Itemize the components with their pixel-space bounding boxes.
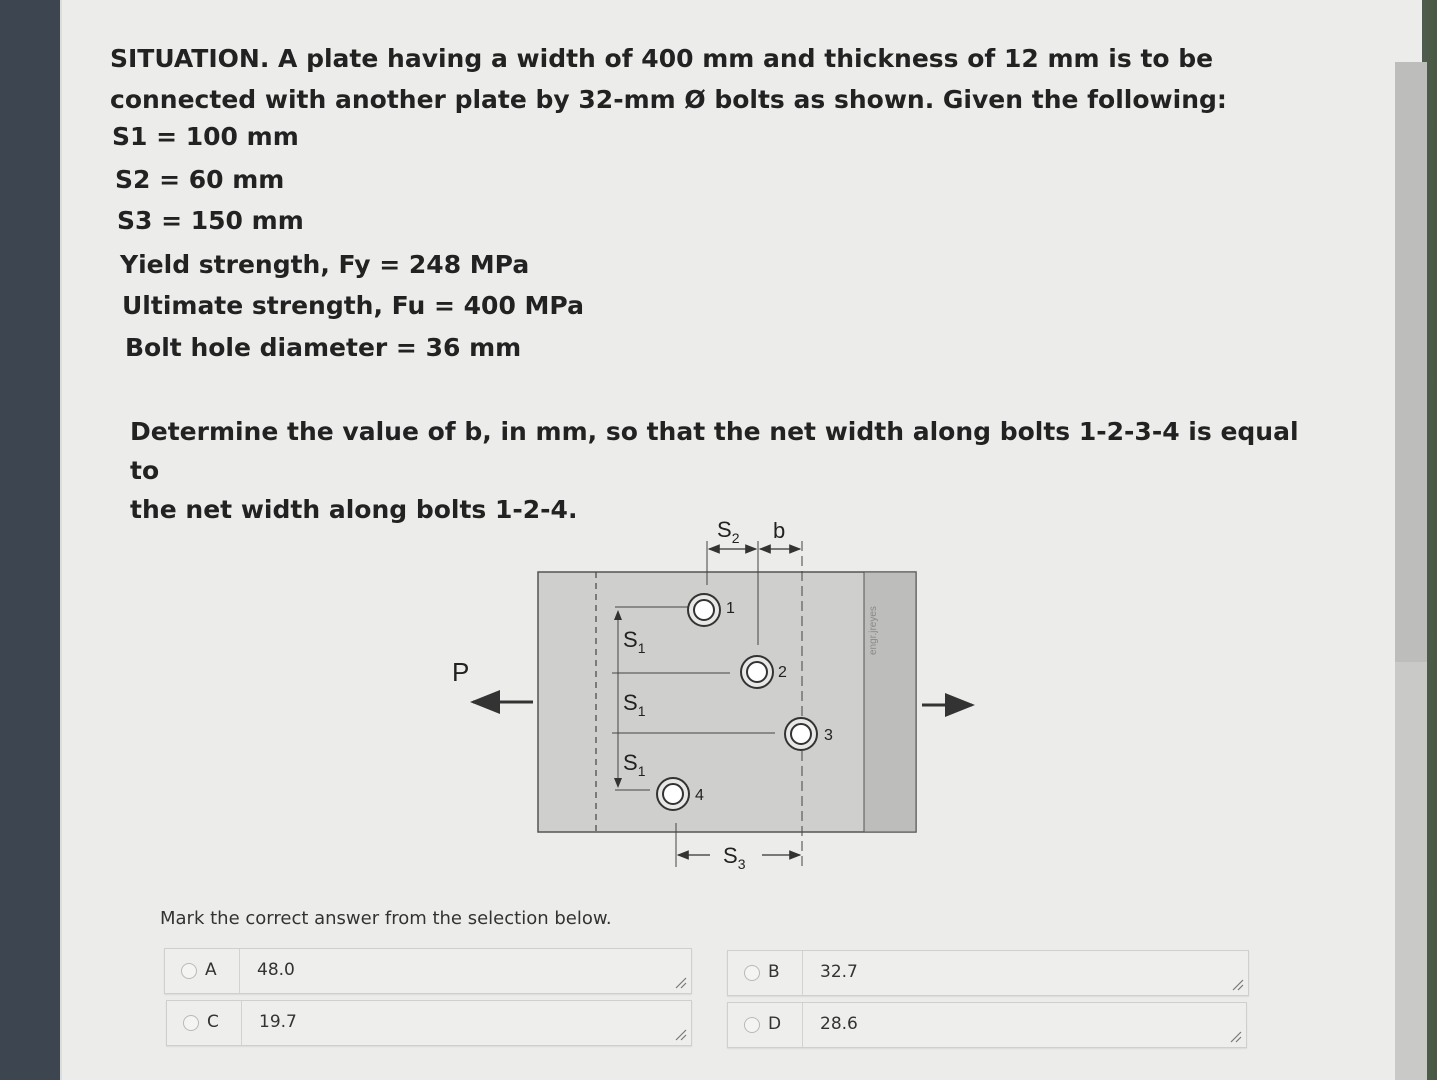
resize-grip-icon[interactable]	[1230, 977, 1244, 991]
choice-b-letter: B	[768, 962, 780, 982]
bolt-3-label: 3	[824, 727, 833, 744]
choice-b[interactable]	[727, 950, 1249, 996]
choice-d-divider	[802, 1003, 803, 1047]
question-line-1: Determine the value of b, in mm, so that the net width along bolts 1-2-3-4 is equal to	[130, 417, 1299, 485]
s1-label-3-sub: 1	[637, 763, 646, 779]
choice-c-letter: C	[207, 1012, 219, 1032]
choice-c[interactable]	[166, 1000, 692, 1046]
bolt-2-label: 2	[778, 664, 787, 681]
b-label: b	[773, 518, 786, 543]
instruction-text: Mark the correct answer from the selection below.	[160, 908, 612, 929]
s2-label-main: S	[717, 517, 732, 542]
resize-grip-icon[interactable]	[1228, 1029, 1242, 1043]
given-s3: S3 = 150 mm	[117, 206, 304, 235]
choice-a-radio[interactable]	[181, 963, 197, 979]
s2-label-sub: 2	[731, 530, 740, 546]
problem-statement	[110, 38, 1310, 120]
scrollbar[interactable]	[1395, 62, 1427, 1080]
choice-b-radio[interactable]	[744, 965, 760, 981]
p-label: P	[452, 657, 470, 687]
bolt-2	[741, 656, 773, 688]
choice-c-value: 19.7	[259, 1012, 297, 1032]
given-s2: S2 = 60 mm	[115, 165, 285, 194]
choice-a[interactable]	[164, 948, 692, 994]
given-ultimate-strength: Ultimate strength, Fu = 400 MPa	[122, 291, 584, 320]
question-line-2: the net width along bolts 1-2-4.	[130, 495, 578, 524]
s3-label-main: S	[723, 843, 738, 868]
bolt-3	[785, 718, 817, 750]
scrollbar-thumb[interactable]	[1395, 62, 1427, 662]
choice-a-letter: A	[205, 960, 217, 980]
resize-grip-icon[interactable]	[673, 975, 687, 989]
choice-c-radio[interactable]	[183, 1015, 199, 1031]
s1-label-1-sub: 1	[637, 640, 646, 656]
bolt-1	[688, 594, 720, 626]
choice-d-value: 28.6	[820, 1014, 858, 1034]
s1-label-1-main: S	[623, 627, 638, 652]
resize-grip-icon[interactable]	[673, 1027, 687, 1041]
s1-label-3-main: S	[623, 750, 638, 775]
choice-d[interactable]	[727, 1002, 1247, 1048]
s1-label-2-sub: 1	[637, 703, 646, 719]
s2-label	[717, 517, 740, 546]
problem-line-1: SITUATION. A plate having a width of 400 mm and thickness of 12 mm is to be	[110, 44, 1214, 73]
s1-label-2-main: S	[623, 690, 638, 715]
choice-b-divider	[802, 951, 803, 995]
choice-b-value: 32.7	[820, 962, 858, 982]
choice-a-divider	[239, 949, 240, 993]
bolt-1-label: 1	[726, 600, 735, 617]
bolt-4-label: 4	[695, 787, 704, 804]
problem-line-2: connected with another plate by 32-mm Ø bolts as shown. Given the following:	[110, 85, 1227, 114]
choice-d-letter: D	[768, 1014, 782, 1034]
s3-label	[723, 843, 746, 872]
choice-c-divider	[241, 1001, 242, 1045]
bolt-layout-diagram	[440, 505, 1000, 880]
watermark: engr.jreyes	[868, 606, 879, 655]
given-hole-diameter: Bolt hole diameter = 36 mm	[125, 333, 522, 362]
choice-a-value: 48.0	[257, 960, 295, 980]
bolt-4	[657, 778, 689, 810]
s3-label-sub: 3	[737, 856, 746, 872]
choice-d-radio[interactable]	[744, 1017, 760, 1033]
given-yield-strength: Yield strength, Fy = 248 MPa	[120, 250, 530, 279]
given-s1: S1 = 100 mm	[112, 122, 299, 151]
